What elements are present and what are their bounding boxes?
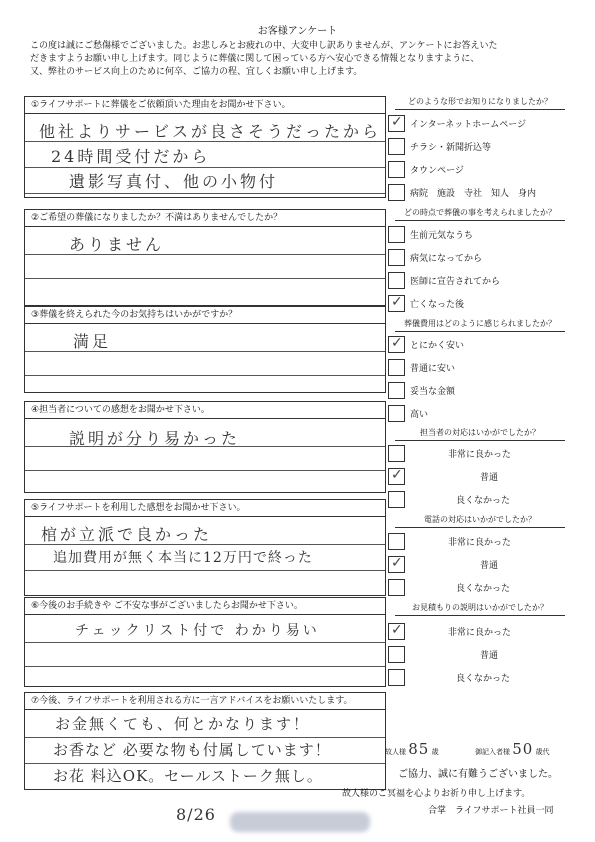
checkbox[interactable]: [388, 669, 405, 686]
handwritten-date: 8/26: [176, 805, 216, 824]
checkbox[interactable]: [388, 138, 405, 155]
check-mark: ✓: [391, 467, 403, 483]
question-5-box: [24, 499, 386, 596]
redacted-name: [230, 812, 370, 832]
checkbox[interactable]: [388, 405, 405, 422]
answer-text: ありません: [69, 235, 165, 254]
checkbox[interactable]: [388, 579, 405, 596]
checkbox[interactable]: [388, 623, 405, 640]
answer-text: チェックリスト付で わかり易い: [75, 623, 320, 639]
option-townpage[interactable]: タウンページ: [388, 158, 578, 181]
checkbox[interactable]: [388, 249, 405, 266]
intro-text: [30, 40, 575, 79]
deceased-age-field: 故人様 85 歳: [385, 740, 439, 758]
answer-text: 遺影写真付、他の小物付: [69, 172, 279, 191]
right-q5-label: 電話の対応はいかがでしたか？: [390, 514, 570, 528]
question-1-label: ①ライフサポートに葬儀をご依頼頂いた理由をお聞かせ下さい。: [25, 97, 385, 114]
checkbox[interactable]: [388, 491, 405, 508]
checkbox[interactable]: [388, 295, 405, 312]
answer-text: お金無くても、何とかなります！: [55, 715, 311, 733]
checkbox[interactable]: [388, 161, 405, 178]
check-mark: ✓: [391, 622, 403, 638]
right-q6-label: お見積もりの説明はいかがでしたか？: [390, 602, 570, 616]
option-fair[interactable]: 妥当な金額: [388, 379, 578, 402]
question-2-label: ②ご希望の葬儀になりましたか？不満はありませんでしたか？: [25, 210, 385, 227]
checkbox[interactable]: [388, 468, 405, 485]
option-very-cheap[interactable]: ✓ とにかく安い: [388, 333, 578, 356]
question-7-box: [24, 692, 386, 790]
question-4-label: ④担当者についての感想をお聞かせ下さい。: [25, 402, 385, 419]
option-doctor[interactable]: 医師に宣告されてから: [388, 269, 578, 292]
thanks-text: ご協力、誠に有難うございました。: [398, 769, 558, 780]
question-6-box: [24, 597, 386, 687]
checkbox[interactable]: [388, 226, 405, 243]
deceased-age: 85: [408, 740, 430, 758]
footer-line2: 合掌 ライフサポート社員一同: [428, 806, 554, 816]
option-estimate-not-good[interactable]: 良くなかった: [388, 666, 578, 689]
option-internet[interactable]: ✓ インターネットホームページ: [388, 112, 578, 135]
checkbox[interactable]: [388, 336, 405, 353]
option-flyer[interactable]: チラシ・新聞折込等: [388, 135, 578, 158]
checkbox[interactable]: [388, 646, 405, 663]
answer-text: お花 料込OK。セールストーク無し。: [53, 767, 323, 785]
option-referral[interactable]: 病院 施設 寺社 知人 身内: [388, 181, 578, 204]
check-mark: ✓: [391, 555, 403, 571]
right-q2-label: どの時点で葬儀の事を考えられましたか？: [390, 207, 570, 221]
right-q4-label: 担当者の対応はいかがでしたか？: [390, 427, 570, 441]
checkbox[interactable]: [388, 272, 405, 289]
question-5-label: ⑤ライフサポートを利用した感想をお聞かせ下さい。: [25, 500, 385, 517]
option-illness[interactable]: 病気になってから: [388, 246, 578, 269]
right-q3-label: 葬儀費用はどのように感じられましたか？: [390, 318, 570, 332]
checkbox[interactable]: [388, 184, 405, 201]
question-3-box: [24, 306, 386, 393]
question-1-box: [24, 96, 386, 198]
answer-text: 満足: [73, 332, 112, 351]
checkbox[interactable]: [388, 115, 405, 132]
writer-age: 50: [512, 740, 534, 758]
option-staff-very-good[interactable]: 非常に良かった: [388, 442, 578, 465]
answer-text: 棺が立派で良かった: [41, 525, 213, 544]
footer-line1: 故人様のご冥福を心よりお祈り申し上げます。: [342, 789, 531, 799]
option-cheap[interactable]: 普通に安い: [388, 356, 578, 379]
answer-text: 追加費用が無く本当に12万円で終った: [53, 550, 313, 566]
option-phone-not-good[interactable]: 良くなかった: [388, 576, 578, 599]
page-title: お客様アンケート: [257, 26, 338, 37]
answer-text: 説明が分り易かった: [69, 429, 241, 448]
answer-text: 24時間受付だから: [51, 147, 211, 166]
question-3-label: ③葬儀を終えられた今のお気持ちはいかがですか？: [25, 307, 385, 324]
check-mark: ✓: [391, 114, 403, 130]
option-estimate-normal[interactable]: 普通: [388, 643, 578, 666]
option-prelife[interactable]: 生前元気なうち: [388, 223, 578, 246]
intro-line: この度は誠にご愁傷様でございました。お悲しみとお疲れの中、大変申し訳ありませんが、アンケートにお答えいた: [30, 41, 498, 51]
option-phone-very-good[interactable]: 非常に良かった: [388, 530, 578, 553]
checkbox[interactable]: [388, 359, 405, 376]
answer-text: お香など 必要な物も付属しています！: [53, 741, 331, 759]
option-after-death[interactable]: ✓ 亡くなった後: [388, 292, 578, 315]
option-phone-normal[interactable]: ✓ 普通: [388, 553, 578, 576]
option-staff-not-good[interactable]: 良くなかった: [388, 488, 578, 511]
answer-text: 他社よりサービスが良さそうだったから: [39, 122, 382, 141]
right-q1-label: どのような形でお知りになりましたか？: [390, 96, 570, 110]
option-estimate-very-good[interactable]: ✓ 非常に良かった: [388, 620, 578, 643]
writer-age-field: 御記入者様 50 歳代: [475, 740, 550, 758]
option-staff-normal[interactable]: ✓ 普通: [388, 465, 578, 488]
check-mark: ✓: [391, 294, 403, 310]
check-mark: ✓: [391, 335, 403, 351]
question-2-box: [24, 209, 386, 306]
checkbox[interactable]: [388, 533, 405, 550]
intro-line: 又、弊社のサービス向上のために何卒、ご協力の程、宜しくお願い申し上げます。: [30, 67, 363, 77]
question-6-label: ⑥今後のお手続きや ご不安な事がございましたらお聞かせ下さい。: [25, 598, 385, 615]
option-expensive[interactable]: 高い: [388, 402, 578, 425]
question-7-label: ⑦今後、ライフサポートを利用される方に一言アドバイスをお願いいたします。: [25, 693, 385, 710]
intro-line: だきますようお願い申し上げます。同じように葬儀に関して困っている方へ安心できる情報となりますように、: [30, 54, 480, 64]
checkbox[interactable]: [388, 556, 405, 573]
checkbox[interactable]: [388, 445, 405, 462]
checkbox[interactable]: [388, 382, 405, 399]
question-4-box: [24, 401, 386, 493]
